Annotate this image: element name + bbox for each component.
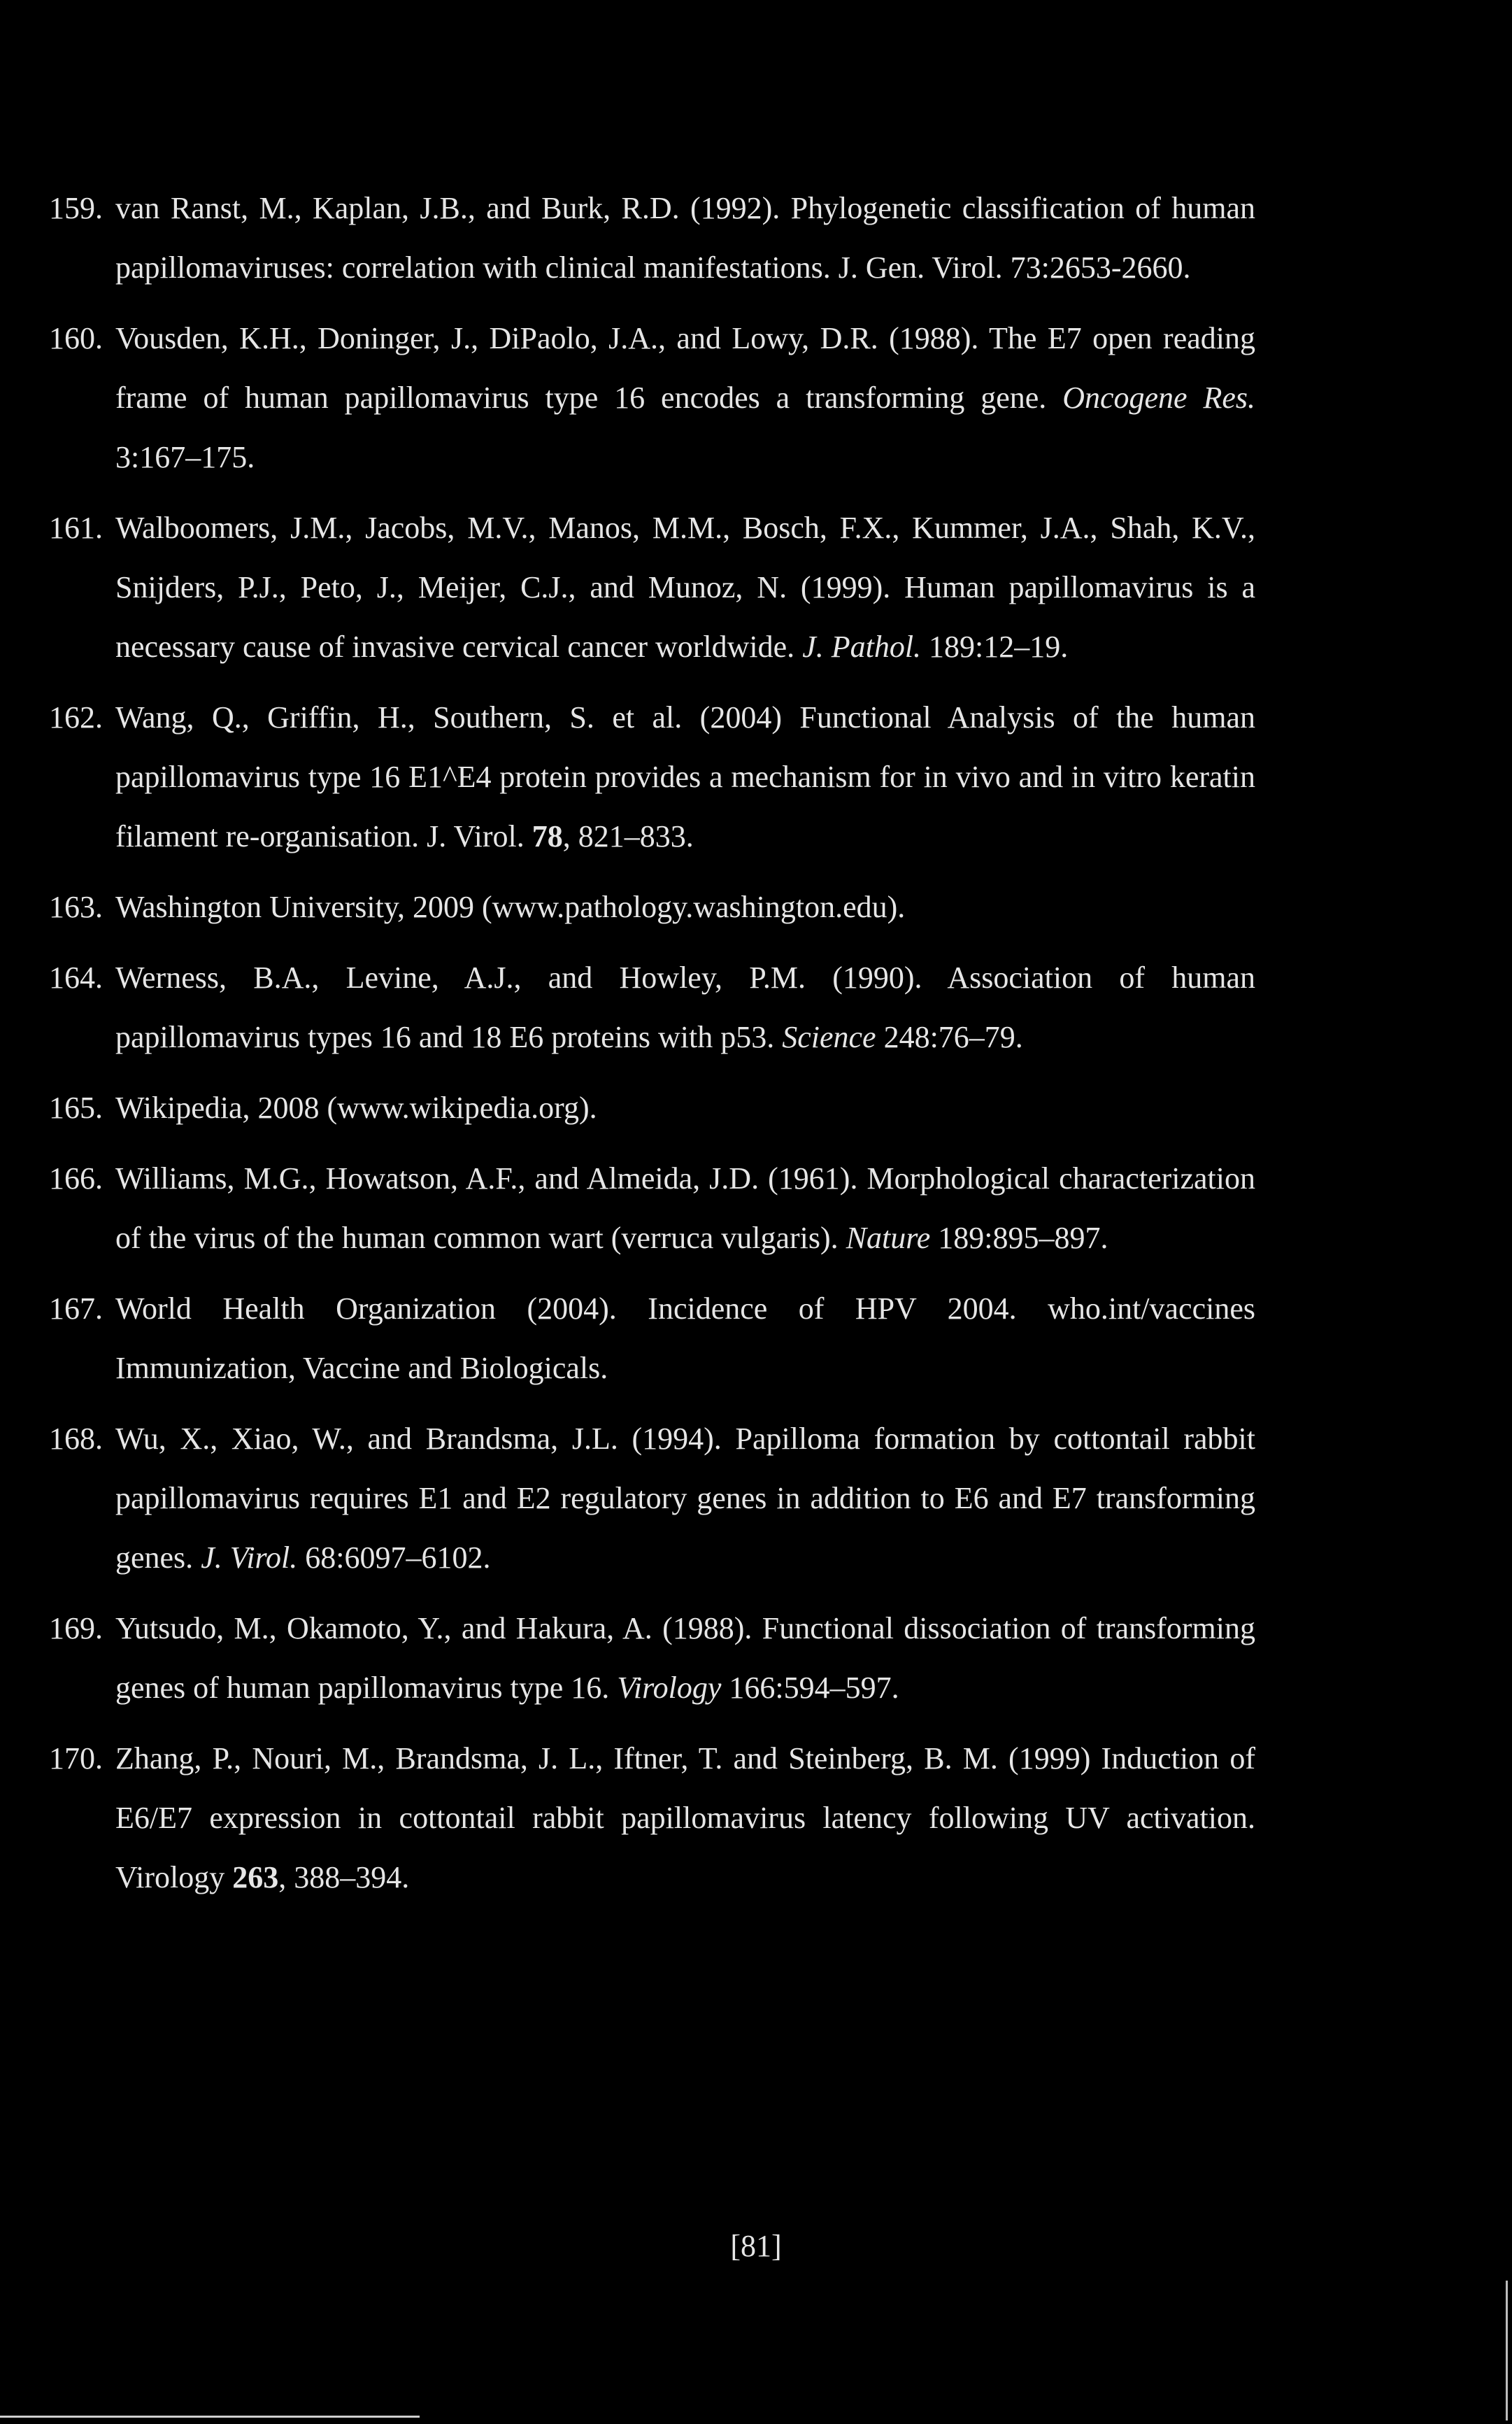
reference-number: 169. — [49, 1611, 103, 1645]
journal-name: Oncogene Res. — [1062, 381, 1255, 415]
reference-text — [115, 948, 1255, 1067]
reference-entry — [49, 877, 1255, 937]
reference-segment: Yutsudo, M., Okamoto, Y., and Hakura, A. (1988). Functional dissociation of transforming genes of human papillomavirus type 16. — [115, 1611, 1255, 1705]
reference-entry — [49, 309, 1255, 487]
reference-text — [115, 877, 1255, 937]
reference-entry — [49, 498, 1255, 676]
reference-segment: 166:594–597. — [721, 1671, 899, 1705]
reference-segment: World Health Organization (2004). Incidence of HPV 2004. who.int/vaccines Immunization, Vaccine and Biologicals. — [115, 1291, 1255, 1385]
volume-number: 263 — [232, 1860, 279, 1894]
volume-number: 78 — [532, 819, 563, 853]
reference-number: 167. — [49, 1291, 103, 1326]
reference-list — [49, 178, 1255, 1918]
reference-segment: Williams, M.G., Howatson, A.F., and Almeida, J.D. (1961). Morphological characterization of the virus of the human common wart (verruca vulgaris). — [115, 1161, 1255, 1255]
reference-segment: 68:6097–6102. — [297, 1540, 491, 1575]
reference-segment: Zhang, P., Nouri, M., Brandsma, J. L., Iftner, T. and Steinberg, B. M. (1999) Induction of E6/E7 expression in cottontail rabbit papillomavirus latency following UV activation. Virology — [115, 1741, 1255, 1894]
reference-entry — [49, 1729, 1255, 1907]
reference-segment: 189:895–897. — [930, 1221, 1108, 1255]
reference-number: 163. — [49, 890, 103, 924]
reference-entry — [49, 1149, 1255, 1268]
reference-number: 164. — [49, 961, 103, 995]
journal-name: J. Virol. — [201, 1540, 298, 1575]
reference-number: 165. — [49, 1091, 103, 1125]
reference-text — [115, 309, 1255, 487]
reference-text — [115, 688, 1255, 866]
reference-entry — [49, 178, 1255, 297]
reference-text — [115, 1599, 1255, 1717]
reference-segment: Werness, B.A., Levine, A.J., and Howley, P.M. (1990). Association of human papillomavirus types 16 and 18 E6 proteins with p53. — [115, 961, 1255, 1054]
page-number: [81] — [730, 2229, 782, 2263]
reference-number: 159. — [49, 191, 103, 225]
journal-name: Science — [782, 1020, 876, 1054]
reference-segment: Washington University, 2009 (www.pathology.washington.edu). — [115, 890, 906, 924]
reference-text — [115, 1279, 1255, 1398]
reference-text — [115, 1729, 1255, 1907]
reference-entry — [49, 948, 1255, 1067]
reference-segment: 248:76–79. — [876, 1020, 1023, 1054]
reference-segment: van Ranst, M., Kaplan, J.B., and Burk, R.D. (1992). Phylogenetic classification of human papillomaviruses: correlation with clinical manifestations. J. Gen. Virol. 73:2653-2660. — [115, 191, 1255, 285]
reference-entry — [49, 1279, 1255, 1398]
scan-edge-line-right — [1506, 2281, 1508, 2421]
reference-text — [115, 178, 1255, 297]
reference-entry — [49, 1078, 1255, 1137]
reference-segment: , 821–833. — [562, 819, 694, 853]
journal-name: Nature — [846, 1221, 931, 1255]
reference-number: 162. — [49, 700, 103, 735]
reference-entry — [49, 1409, 1255, 1587]
reference-segment: 189:12–19. — [921, 630, 1069, 664]
reference-number: 168. — [49, 1422, 103, 1456]
reference-text — [115, 1078, 1255, 1137]
reference-text — [115, 1149, 1255, 1268]
scan-edge-line — [0, 2416, 420, 2418]
reference-number: 170. — [49, 1741, 103, 1776]
reference-segment: Walboomers, J.M., Jacobs, M.V., Manos, M.M., Bosch, F.X., Kummer, J.A., Shah, K.V., Snijders, P.J., Peto, J., Meijer, C.J., and Munoz, N. (1999). Human papillomavirus is a necessary cause of invasive cervical cancer worldwide. — [115, 511, 1255, 664]
reference-text — [115, 1409, 1255, 1587]
reference-segment: , 388–394. — [278, 1860, 410, 1894]
reference-segment: Vousden, K.H., Doninger, J., DiPaolo, J.A., and Lowy, D.R. (1988). The E7 open reading frame of human papillomavirus type 16 encodes a transforming gene. — [115, 321, 1255, 415]
reference-entry — [49, 688, 1255, 866]
journal-name: J. Pathol. — [802, 630, 922, 664]
reference-number: 161. — [49, 511, 103, 545]
reference-segment: Wang, Q., Griffin, H., Southern, S. et al. (2004) Functional Analysis of the human papillomavirus type 16 E1^E4 protein provides a mechanism for in vivo and in vitro keratin filament re-organisation. J. Virol. — [115, 700, 1255, 853]
journal-name: Virology — [617, 1671, 722, 1705]
reference-segment: Wikipedia, 2008 (www.wikipedia.org). — [115, 1091, 597, 1125]
reference-segment: 3:167–175. — [115, 440, 255, 474]
reference-entry — [49, 1599, 1255, 1717]
reference-number: 166. — [49, 1161, 103, 1196]
reference-segment: Wu, X., Xiao, W., and Brandsma, J.L. (1994). Papilloma formation by cottontail rabbit papillomavirus requires E1 and E2 regulatory genes in addition to E6 and E7 transforming genes. — [115, 1422, 1255, 1575]
reference-text — [115, 498, 1255, 676]
reference-number: 160. — [49, 321, 103, 355]
